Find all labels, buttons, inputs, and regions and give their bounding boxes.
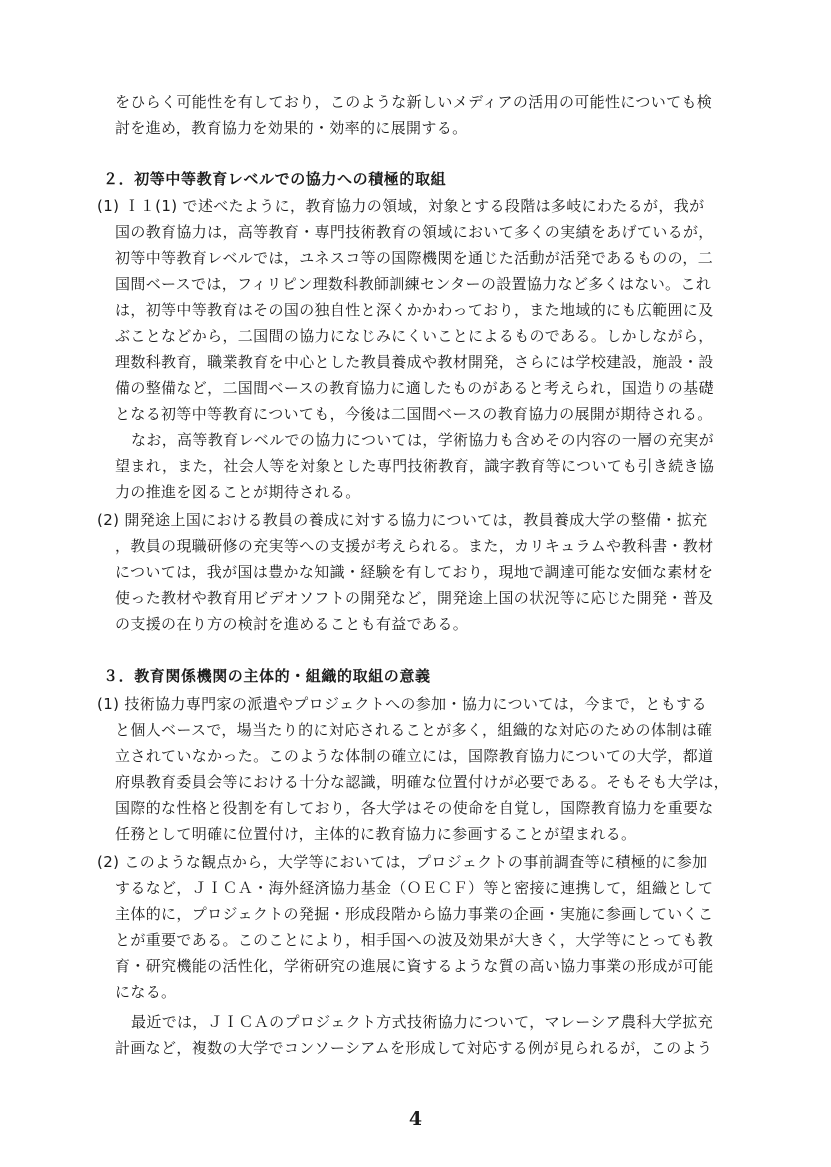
body-text-line: の支援の在り方の検討を進めることも有益である。	[115, 615, 469, 633]
body-text-line: なお，高等教育レベルでの協力については，学術協力も含めその内容の一層の充実が	[131, 431, 715, 449]
body-text-line: 最近では，ＪＩＣＡのプロジェクト方式技術協力について，マレーシア農科大学拡充	[131, 1013, 714, 1031]
list-item-line: (2) 開発途上国における教員の養成に対する協力については，教員養成大学の整備・拡充	[97, 511, 708, 529]
body-text-line: と個人ベースで，場当たり的に対応されることが多く，組織的な対応のための体制は確	[115, 721, 713, 739]
body-text-line: 育・研究機能の活性化，学術研究の進展に資するような質の高い協力事業の形成が可能	[115, 957, 714, 975]
section-heading: ２．初等中等教育レベルでの協力への積極的取組	[103, 170, 447, 188]
body-text-line: をひらく可能性を有しており，このような新しいメディアの活用の可能性についても検	[115, 93, 713, 111]
body-text-line: 計画など，複数の大学でコンソーシアムを形成して対応する例が見られるが，このよう	[115, 1039, 713, 1057]
list-item-line: (2) このような観点から，大学等においては，プロジェクトの事前調査等に積極的に参加	[97, 853, 708, 871]
body-text-line: 初等中等教育レベルでは，ユネスコ等の国際機関を通じた活動が活発であるものの，二	[115, 249, 714, 267]
body-text-line: とが重要である。このことにより，相手国への波及効果が大きく，大学等にとっても教	[115, 931, 714, 949]
body-text-line: については，我が国は豊かな知識・経験を有しており，現地で調達可能な安価な素材を	[115, 563, 714, 581]
body-text-line: ，教員の現職研修の充実等への支援が考えられる。また，カリキュラムや教科書・教材	[115, 537, 714, 555]
body-text-line: 力の推進を図ることが期待される。	[115, 483, 361, 501]
section-heading: ３．教育関係機関の主体的・組織的取組の意義	[103, 667, 431, 685]
body-text-line: 使った教材や教育用ビデオソフトの開発など，開発途上国の状況等に応じた開発・普及	[115, 589, 714, 607]
list-item-line: (1) Ｉ１(1) で述べたように，教育協力の領域，対象とする段階は多岐にわたるが，我が	[97, 197, 705, 215]
list-item-line: (1) 技術協力専門家の派遣やプロジェクトへの参加・協力については，今まで，ともする	[97, 695, 707, 713]
body-text-line: 討を進め，教育協力を効果的・効率的に展開する。	[115, 119, 468, 137]
body-text-line: 望まれ，また，社会人等を対象とした専門技術教育，識字教育等についても引き続き協	[115, 457, 715, 475]
body-text-line: 理数科教育，職業教育を中心とした教員養成や教材開発，さらには学校建設，施設・設	[115, 353, 714, 371]
body-text-line: となる初等中等教育についても，今後は二国間ベースの教育協力の展開が期待される。	[115, 405, 713, 423]
body-text-line: は，初等中等教育はその国の独自性と深くかかわっており，また地域的にも広範囲に及	[115, 301, 714, 319]
body-text-line: 国間ベースでは，フィリピン理数科教師訓練センターの設置協力など多くはない。これ	[115, 275, 712, 293]
body-text-line: 任務として明確に位置付け，主体的に教育協力に参画することが望まれる。	[115, 825, 637, 843]
body-text-line: 府県教育委員会等における十分な認識，明確な位置付けが必要である。そもそも大学は，	[115, 773, 730, 791]
body-text-line: 備の整備など，二国間ベースの教育協力に適したものがあると考えられ，国造りの基礎	[115, 379, 714, 397]
body-text-line: 国際的な性格と役割を有しており，各大学はその使命を自覚し，国際教育協力を重要な	[115, 799, 714, 817]
body-text-line: 主体的に，プロジェクトの発掘・形成段階から協力事業の企画・実施に参画していくこ	[115, 905, 714, 923]
page-number: 4	[408, 1108, 423, 1130]
body-text-line: ぶことなどから，二国間の協力になじみにくいことによるものである。しかしながら，	[115, 327, 714, 345]
body-text-line: するなど，ＪＩＣＡ・海外経済協力基金（ＯＥＣＦ）等と密接に連携して，組織として	[115, 879, 714, 897]
body-text-line: 立されていなかった。このような体制の確立には，国際教育協力についての大学，都道	[115, 747, 714, 765]
body-text-line: になる。	[115, 983, 177, 1001]
body-text-line: 国の教育協力は，高等教育・専門技術教育の領域において多くの実績をあげているが，	[115, 223, 714, 241]
